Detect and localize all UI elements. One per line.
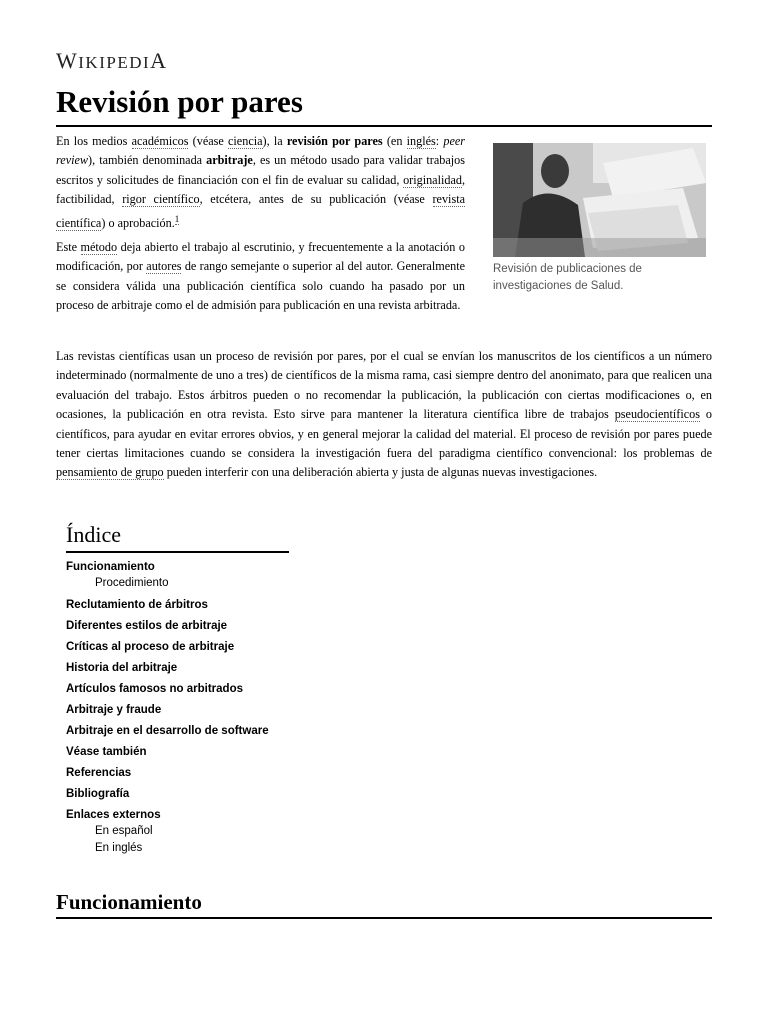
link-pensamiento-de-grupo[interactable]: pensamiento de grupo bbox=[56, 465, 164, 480]
toc-underline bbox=[66, 551, 289, 553]
toc-heading: Índice bbox=[66, 522, 121, 547]
toc-item-software[interactable]: Arbitraje en el desarrollo de software bbox=[66, 725, 269, 737]
toc-item-estilos[interactable]: Diferentes estilos de arbitraje bbox=[66, 620, 228, 632]
link-metodo[interactable]: método bbox=[80, 240, 118, 254]
toc-item-vease-tambien[interactable]: Véase también bbox=[66, 746, 147, 758]
article-figure bbox=[493, 143, 706, 295]
reference-link[interactable]: 1 bbox=[174, 213, 180, 224]
toc-item-enlaces-externos[interactable]: Enlaces externos bbox=[66, 809, 161, 821]
link-academicos[interactable]: académicos bbox=[131, 134, 189, 148]
section-heading-funcionamiento: Funcionamiento bbox=[56, 890, 202, 914]
title-underline bbox=[56, 125, 712, 127]
toc-item-reclutamiento[interactable]: Reclutamiento de árbitros bbox=[66, 599, 208, 611]
link-ciencia[interactable]: ciencia bbox=[228, 134, 263, 148]
link-revista-cientifica[interactable]: revista científica bbox=[56, 192, 465, 230]
toc-item-articulos-famosos[interactable]: Artículos famosos no arbitrados bbox=[66, 683, 244, 695]
toc-subitem-procedimiento[interactable]: Procedimiento bbox=[95, 577, 169, 589]
link-autores[interactable]: autores bbox=[146, 259, 182, 274]
wikipedia-logo[interactable]: WIKIPEDIA bbox=[56, 48, 168, 73]
link-ingles[interactable]: inglés bbox=[406, 134, 436, 148]
toc-item-bibliografia[interactable]: Bibliografía bbox=[66, 788, 130, 800]
figure-caption: Revisión de publicaciones de investigaciones de Salud. bbox=[493, 263, 642, 292]
intro-paragraph-2: Este método deja abierto el trabajo al escrutinio, y frecuentemente a la anotación o modificación, por autores de rango semejante o superior al del autor. Generalmente se considera válida una publicación científica solo cuando ha pasado por un proceso de arbitraje como el de admisión para publicación en una revista arbitrada. bbox=[56, 240, 465, 313]
table-of-contents bbox=[66, 522, 289, 857]
link-pseudocientificos[interactable]: pseudocientíficos bbox=[614, 407, 700, 422]
page-title: Revisión por pares bbox=[56, 84, 303, 119]
toc-item-arbitraje-fraude[interactable]: Arbitraje y fraude bbox=[66, 704, 162, 716]
figure-photo[interactable] bbox=[493, 143, 706, 257]
toc-subitem-en-ingles[interactable]: En inglés bbox=[95, 842, 143, 854]
intro-paragraph-1: En los medios académicos (véase ciencia), la revisión por pares (en inglés: peer review), también denominada arbitraje, es un método usado para validar trabajos escritos y solicitudes de financiación con el fin de evaluar su calidad, originalidad, factibilidad, rigor científico, etcétera, antes de su publicación (véase revista científica) o aprobación.$^1$ bbox=[56, 134, 466, 230]
intro-paragraph-3: Las revistas científicas usan un proceso de revisión por pares, por el cual se envían los manuscritos de los científicos a un número indeterminado (normalmente de uno a tres) de científicos de la misma rama, casi siempre dentro del anonimato, para que realicen una evaluación del trabajo. Estos árbitros pueden o no recomendar la publicación, la publicación con ciertas modificaciones o, en ocasiones, la publicación en otra revista. Esto sirve para mantener la literatura científica libre de trabajos pseudocientíficos o científicos, para ayudar en evitar errores obvios, y en general mejorar la calidad del material. El proceso de revisión por pares puede tener ciertas limitaciones cuando se considera la investigación fuera del paradigma científico convencional: los problemas de pensamiento de grupo pueden interferir con una deliberación abierta y justa de algunas nuevas investigaciones. bbox=[56, 349, 712, 480]
toc-item-funcionamiento[interactable]: Funcionamiento bbox=[66, 561, 155, 573]
section-underline bbox=[56, 917, 712, 919]
toc-subitem-en-espanol[interactable]: En español bbox=[95, 825, 153, 837]
toc-item-referencias[interactable]: Referencias bbox=[66, 767, 132, 779]
toc-item-historia[interactable]: Historia del arbitraje bbox=[66, 662, 178, 674]
toc-item-criticas[interactable]: Críticas al proceso de arbitraje bbox=[66, 641, 235, 653]
link-rigor-cientifico[interactable]: rigor científico bbox=[122, 192, 200, 207]
link-originalidad[interactable]: originalidad bbox=[403, 172, 462, 187]
